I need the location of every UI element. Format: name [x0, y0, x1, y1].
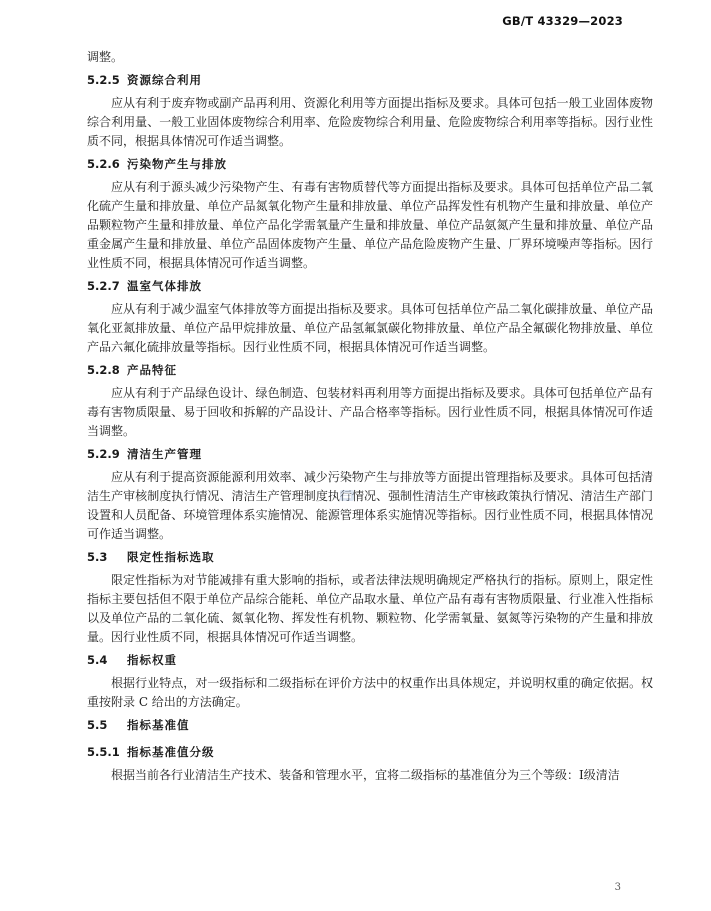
section-heading — [87, 651, 653, 670]
section-number: 5.2.9 — [87, 447, 120, 461]
section-title: 限定性指标选取 — [127, 550, 215, 564]
standard-code: GB/T 43329—2023 — [502, 14, 623, 28]
section-title: 指标权重 — [127, 653, 177, 667]
section-title: 污染物产生与排放 — [127, 157, 227, 171]
section-title: 指标基准值 — [127, 718, 190, 732]
section-heading — [87, 155, 653, 174]
section-number: 5.3 — [87, 550, 108, 564]
section-title: 资源综合利用 — [127, 73, 202, 87]
body-paragraph: 限定性指标为对节能减排有重大影响的指标，或者法律法规明确规定严格执行的指标。原则上，限定性指标主要包括但不限于单位产品综合能耗、单位产品取水量、单位产品有毒有害物质限量、行业准入性指标以及单位产品的二氧化硫、氮氧化物、挥发性有机物、颗粒物、化学需氧量、氨氮等污染物的产生量和排放量。因行业性质不同，根据具体情况可作适当调整。 — [87, 573, 653, 644]
section-heading — [87, 743, 653, 762]
body-paragraph: 应从有利于提高资源能源利用效率、减少污染物产生与排放等方面提出管理指标及要求。具体可包括清洁生产审核制度执行情况、清洁生产管理制度执行情况、强制性清洁生产审核政策执行情况、清洁生产部门设置和人员配备、环境管理体系实施情况、能源管理体系实施情况等指标。因行业性质不同，根据具体情况可作适当调整。 — [87, 470, 653, 541]
section-title: 清洁生产管理 — [127, 447, 202, 461]
section-title: 温室气体排放 — [127, 279, 202, 293]
main-content — [87, 48, 653, 785]
body-paragraph: 根据当前各行业清洁生产技术、装备和管理水平，宜将二级指标的基准值分为三个等级：Ⅰ级清洁 — [111, 768, 620, 782]
body-paragraph: 调整。 — [87, 50, 124, 64]
section-title: 产品特征 — [127, 363, 177, 377]
body-paragraph: 应从有利于源头减少污染物产生、有毒有害物质替代等方面提出指标及要求。具体可包括单位产品二氧化硫产生量和排放量、单位产品氮氧化物产生量和排放量、单位产品挥发性有机物产生量和排放量、单位产品颗粒物产生量和排放量、单位产品化学需氧量产生量和排放量、单位产品氨氮产生量和排放量、单位产品重金属产生量和排放量、单位产品固体废物产生量、单位产品危险废物产生量、厂界环境噪声等指标。因行业性质不同，根据具体情况可作适当调整。 — [87, 180, 653, 270]
body-paragraph: 应从有利于减少温室气体排放等方面提出指标及要求。具体可包括单位产品二氧化碳排放量、单位产品氧化亚氮排放量、单位产品甲烷排放量、单位产品氢氟氯碳化物排放量、单位产品全氟碳化物排放量、单位产品六氟化硫排放量等指标。因行业性质不同，根据具体情况可作适当调整。 — [87, 302, 653, 354]
section-number: 5.5 — [87, 718, 108, 732]
watermark-stamp-icon — [339, 489, 355, 502]
section-number: 5.2.7 — [87, 279, 120, 293]
section-heading — [87, 716, 653, 735]
body-paragraph: 应从有利于产品绿色设计、绿色制造、包装材料再利用等方面提出指标及要求。具体可包括单位产品有毒有害物质限量、易于回收和拆解的产品设计、产品合格率等指标。因行业性质不同，根据具体情况可作适当调整。 — [87, 386, 653, 438]
section-heading — [87, 548, 653, 567]
page-number: 3 — [614, 882, 621, 893]
section-heading — [87, 361, 653, 380]
body-paragraph: 根据行业特点，对一级指标和二级指标在评价方法中的权重作出具体规定，并说明权重的确定依据。权重按附录 C 给出的方法确定。 — [87, 676, 653, 709]
section-number: 5.2.8 — [87, 363, 120, 377]
section-heading — [87, 445, 653, 464]
section-number: 5.2.5 — [87, 73, 120, 87]
section-number: 5.2.6 — [87, 157, 120, 171]
section-number: 5.5.1 — [87, 745, 120, 759]
section-title: 指标基准值分级 — [127, 745, 215, 759]
section-number: 5.4 — [87, 653, 108, 667]
body-paragraph: 应从有利于废弃物或副产品再利用、资源化利用等方面提出指标及要求。具体可包括一般工业固体废物综合利用量、一般工业固体废物综合利用率、危险废物综合利用量、危险废物综合利用率等指标。因行业性质不同，根据具体情况可作适当调整。 — [87, 96, 653, 148]
section-heading — [87, 71, 653, 90]
section-heading — [87, 277, 653, 296]
